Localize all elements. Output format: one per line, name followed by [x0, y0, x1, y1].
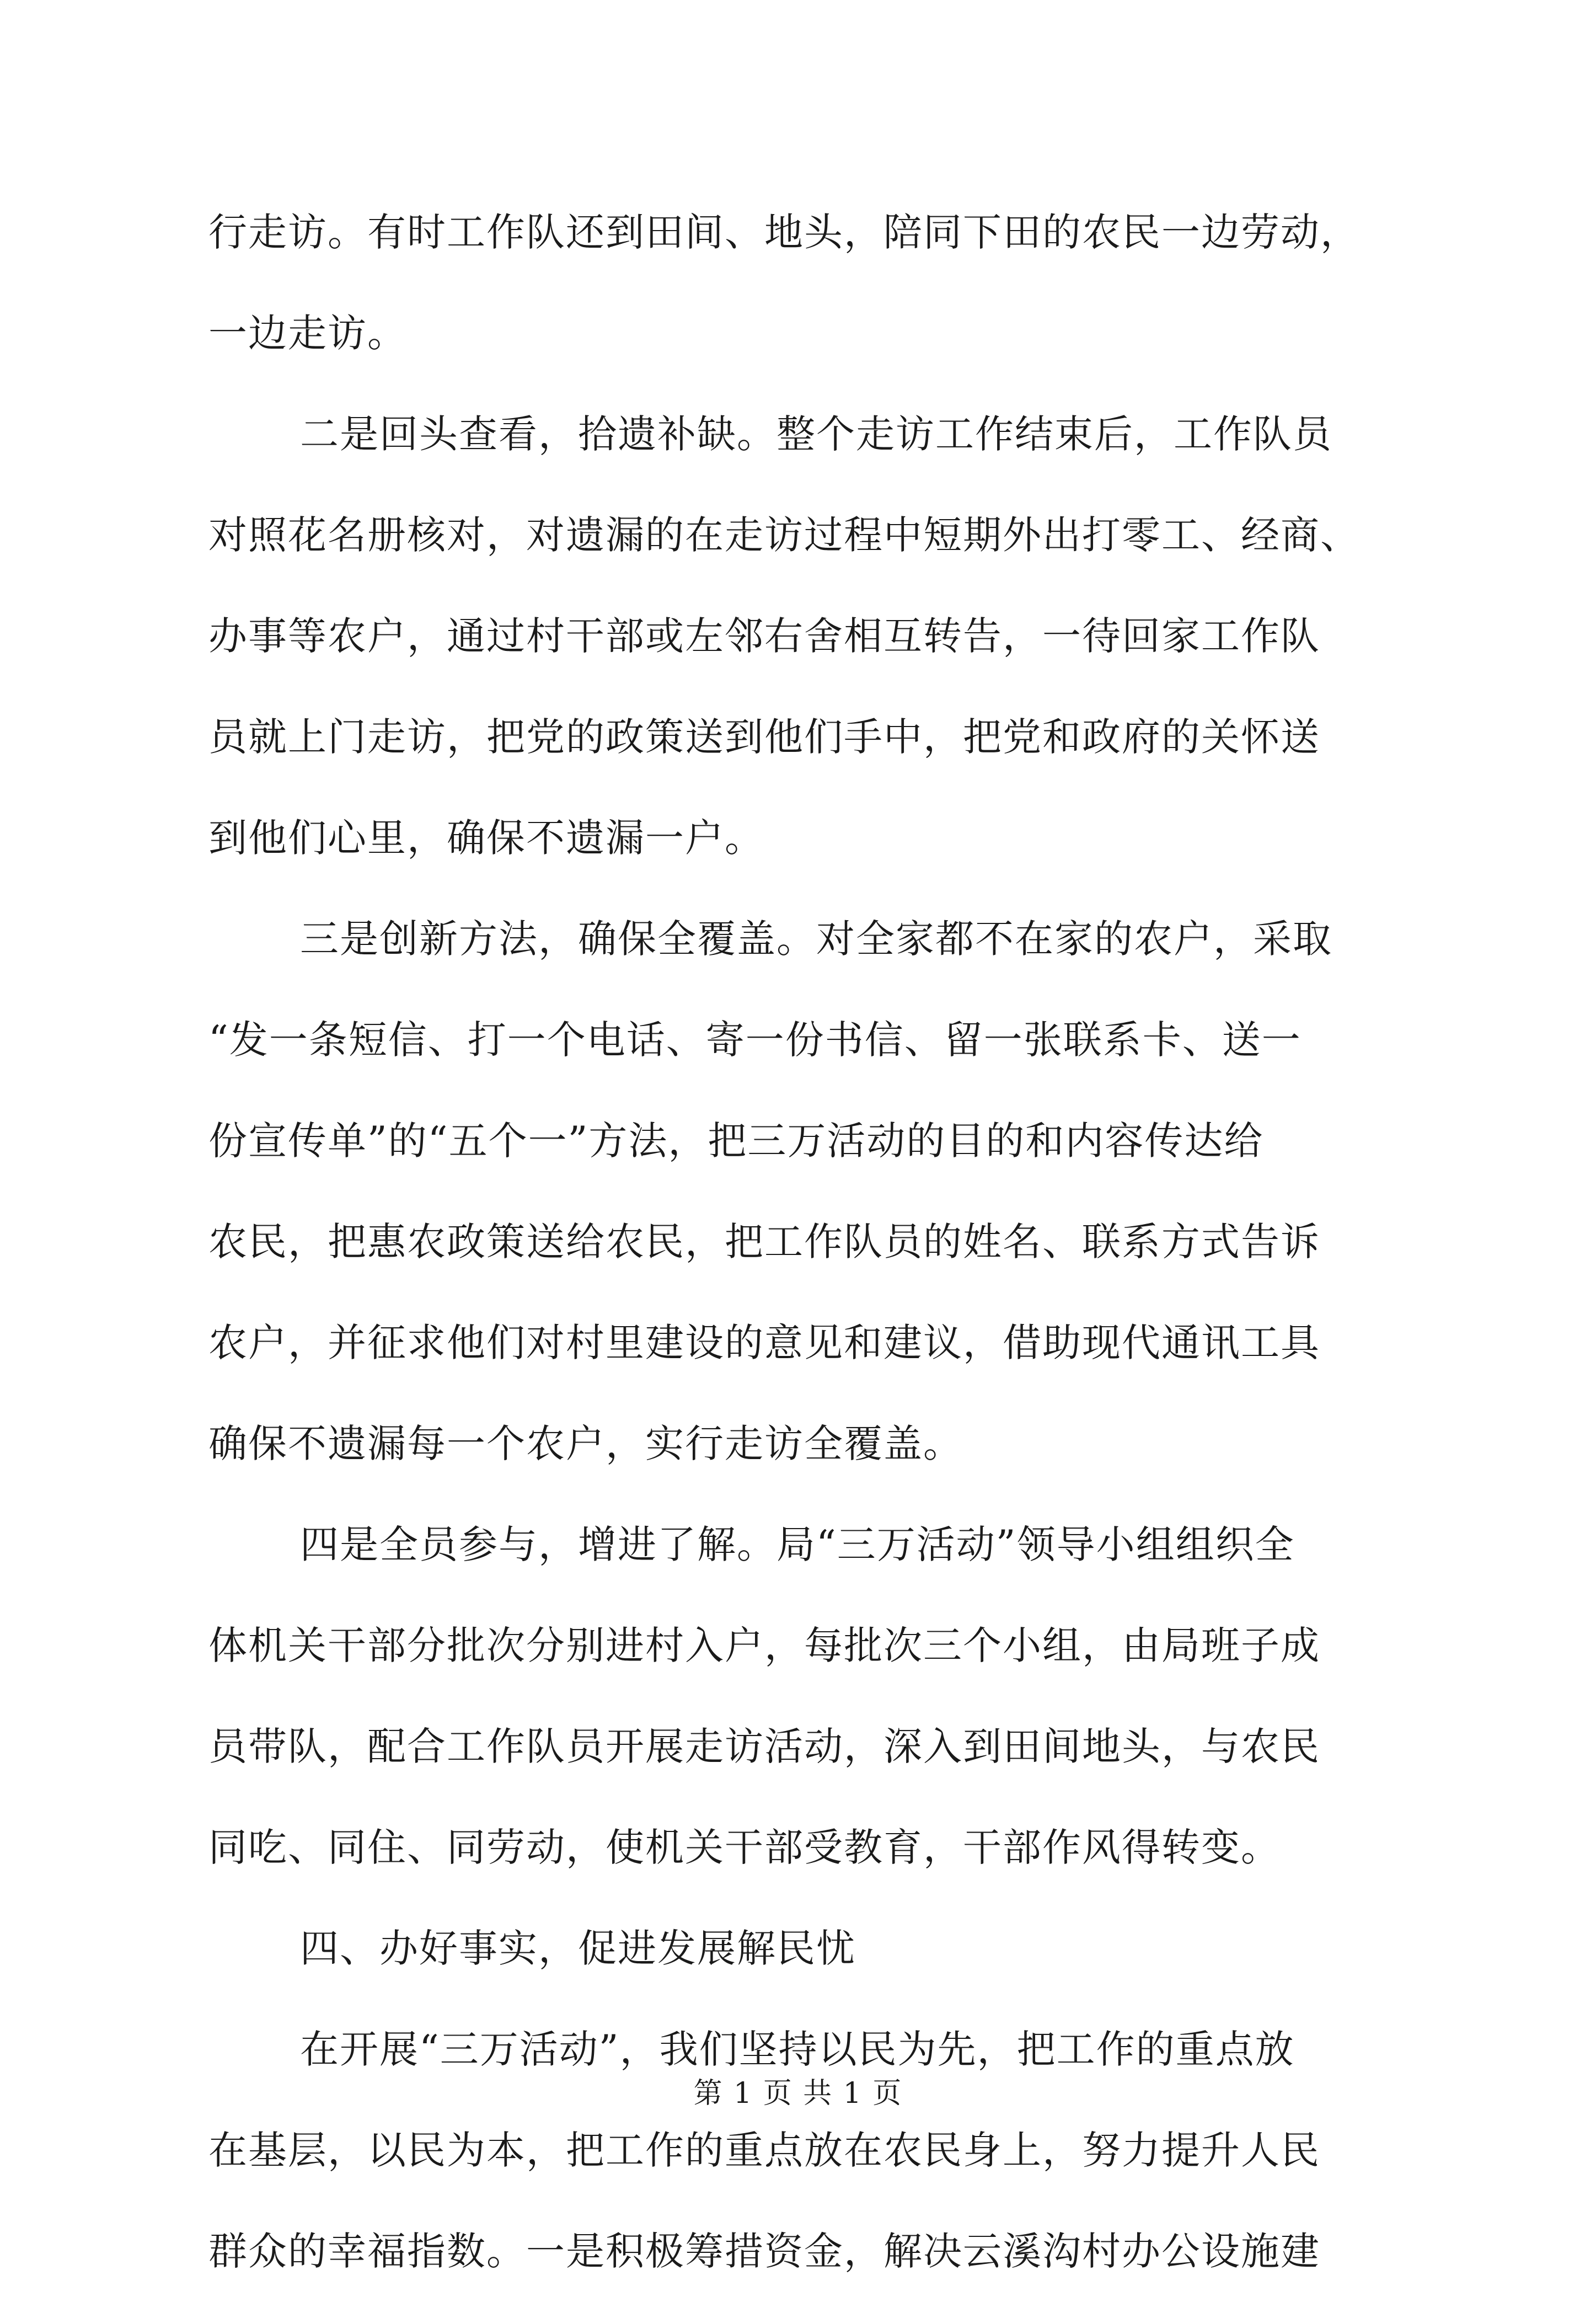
text-line: 员就上门走访，把党的政策送到他们手中，把党和政府的关怀送	[208, 714, 1320, 760]
text-line: 同吃、同住、同劳动，使机关干部受教育，干部作风得转变。	[208, 1825, 1281, 1870]
text-line: “发一条短信、打一个电话、寄一份书信、留一张联系卡、送一	[208, 1017, 1302, 1062]
text-line: 行走访。有时工作队还到田间、地头，陪同下田的农民一边劳动，	[208, 210, 1360, 255]
paragraph-start-line: 在开展“三万活动”，我们坚持以民为先，把工作的重点放	[300, 2027, 1295, 2072]
paragraph-start-line: 三是创新方法，确保全覆盖。对全家都不在家的农户，采取	[300, 916, 1332, 962]
text-line: 在基层，以民为本，把工作的重点放在农民身上，努力提升人民	[208, 2128, 1320, 2173]
document-body	[208, 182, 1394, 2302]
text-line: 员带队，配合工作队员开展走访活动，深入到田间地头，与农民	[208, 1724, 1320, 1769]
text-line: 农户，并征求他们对村里建设的意见和建议，借助现代通讯工具	[208, 1320, 1320, 1365]
text-line: 农民，把惠农政策送给农民，把工作队员的姓名、联系方式告诉	[208, 1219, 1320, 1264]
text-line: 对照花名册核对，对遗漏的在走访过程中短期外出打零工、经商、	[208, 512, 1360, 558]
paragraph-start-line: 二是回头查看，拾遗补缺。整个走访工作结束后，工作队员	[300, 412, 1332, 457]
text-line: 一边走访。	[208, 311, 407, 356]
text-line: 办事等农户，通过村干部或左邻右舍相互转告，一待回家工作队	[208, 613, 1320, 659]
text-line: 体机关干部分批次分别进村入户，每批次三个小组，由局班子成	[208, 1623, 1320, 1668]
text-line: 群众的幸福指数。一是积极筹措资金，解决云溪沟村办公设施建	[208, 2229, 1320, 2274]
section-heading: 四、办好事实，促进发展解民忧	[300, 1926, 856, 1971]
text-line: 到他们心里，确保不遗漏一户。	[208, 815, 764, 861]
page-number-footer: 第 1 页 共 1 页	[693, 2077, 903, 2110]
text-line: 确保不遗漏每一个农户，实行走访全覆盖。	[208, 1421, 963, 1466]
text-line: 份宣传单”的“五个一”方法，把三万活动的目的和内容传达给	[208, 1118, 1264, 1163]
paragraph-start-line: 四是全员参与，增进了解。局“三万活动”领导小组组织全	[300, 1522, 1295, 1567]
